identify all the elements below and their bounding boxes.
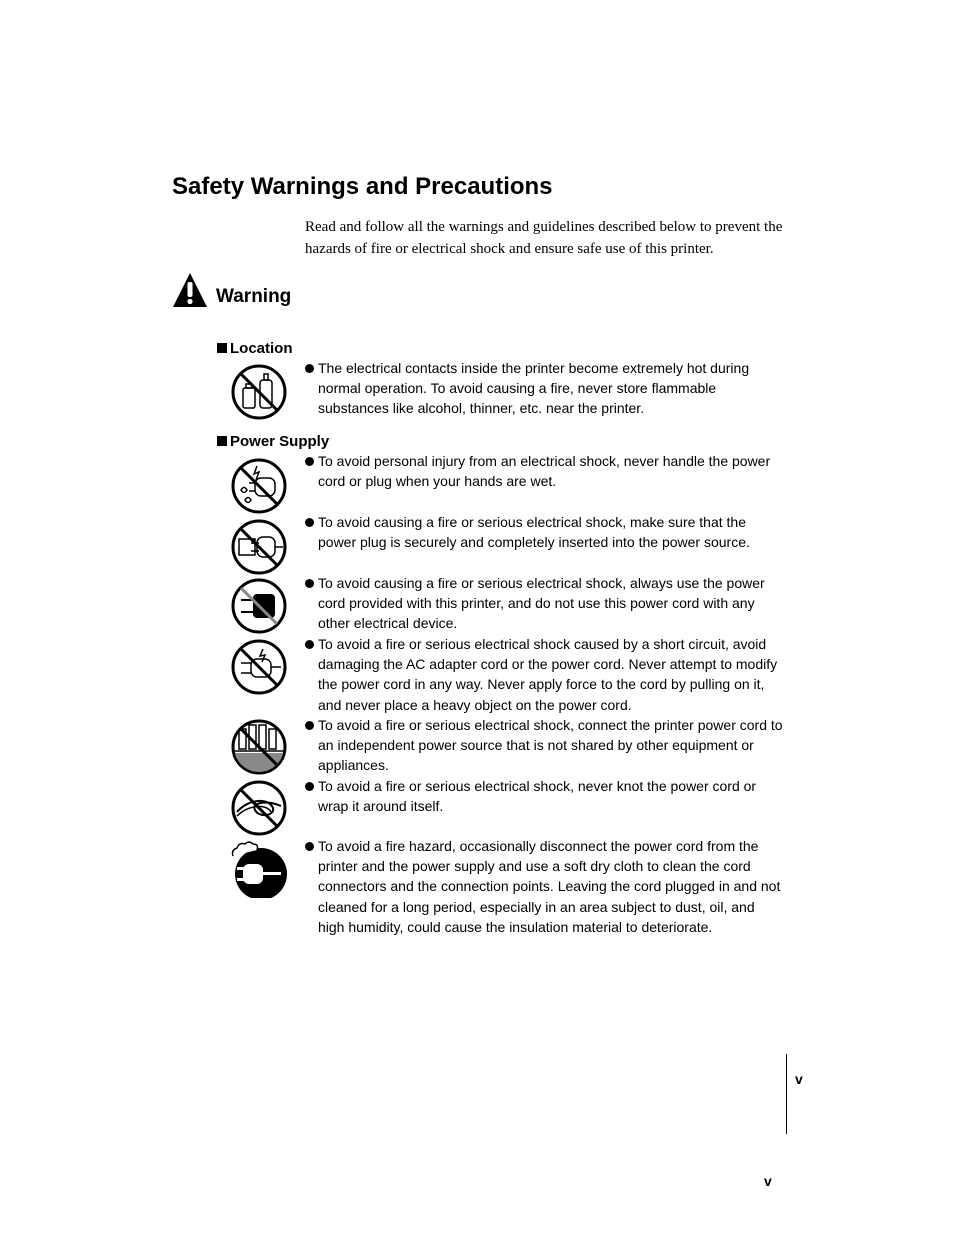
section-tab-number: v: [795, 1071, 803, 1087]
item-text: To avoid a fire or serious electrical shock caused by a short circuit, avoid damaging the AC adapter cord or the power cord. Never attempt to modify the power cord in any way. Never apply force to the cord by pulling on it, and never place a heavy object on the power cord.: [318, 636, 778, 713]
square-bullet-icon: [217, 343, 227, 353]
section-heading-power-supply: Power Supply: [217, 433, 329, 451]
round-bullet-icon: [305, 782, 314, 791]
tab-divider-line: [786, 1054, 787, 1134]
page-number: v: [764, 1173, 772, 1189]
no-other-cord-icon: [229, 576, 289, 636]
page-title: Safety Warnings and Precautions: [172, 173, 553, 200]
item-text: The electrical contacts inside the printer become extremely hot during normal operation. To avoid causing a fire, never store flammable substances like alcohol, thinner, etc. near the printer.: [318, 360, 750, 417]
warning-triangle-icon: [172, 272, 208, 308]
item-text: To avoid causing a fire or serious electrical shock, always use the power cord provided with this printer, and do not use this power cord with any other electrical device.: [318, 575, 765, 632]
item-text: To avoid personal injury from an electrical shock, never handle the power cord or plug when your hands are wet.: [318, 453, 771, 490]
no-flammables-icon: [229, 362, 289, 422]
round-bullet-icon: [305, 518, 314, 527]
round-bullet-icon: [305, 364, 314, 373]
round-bullet-icon: [305, 721, 314, 730]
round-bullet-icon: [305, 842, 314, 851]
no-knotted-cord-icon: [229, 778, 289, 838]
no-damaged-cord-icon: [229, 637, 289, 697]
no-shared-outlet-icon: [229, 717, 289, 777]
warning-heading: Warning: [216, 286, 292, 307]
square-bullet-icon: [217, 436, 227, 446]
item-text: To avoid a fire or serious electrical shock, connect the printer power cord to an independent power source that is not shared by other equipment or appliances.: [318, 717, 783, 774]
item-text: To avoid a fire hazard, occasionally disconnect the power cord from the printer and the power supply and use a soft dry cloth to clean the cord connectors and the connection points. Leaving the cord plugged in and not cleaned for a long period, especially in an area subject to dust, oil, and high humidity, could cause the insulation material to deteriorate.: [318, 838, 781, 935]
no-wet-hands-icon: [229, 456, 289, 516]
round-bullet-icon: [305, 457, 314, 466]
plug-fully-inserted-icon: [229, 517, 289, 577]
item-text: To avoid a fire or serious electrical shock, never knot the power cord or wrap it around itself.: [318, 778, 757, 815]
section-heading-location: Location: [217, 340, 293, 358]
round-bullet-icon: [305, 579, 314, 588]
intro-paragraph: Read and follow all the warnings and guidelines described below to prevent the hazards of fire or electrical shock and ensure safe use of this printer.: [305, 219, 783, 257]
item-text: To avoid causing a fire or serious electrical shock, make sure that the power plug is securely and completely inserted into the power source.: [318, 514, 750, 551]
round-bullet-icon: [305, 640, 314, 649]
unplug-and-clean-icon: [229, 838, 289, 898]
